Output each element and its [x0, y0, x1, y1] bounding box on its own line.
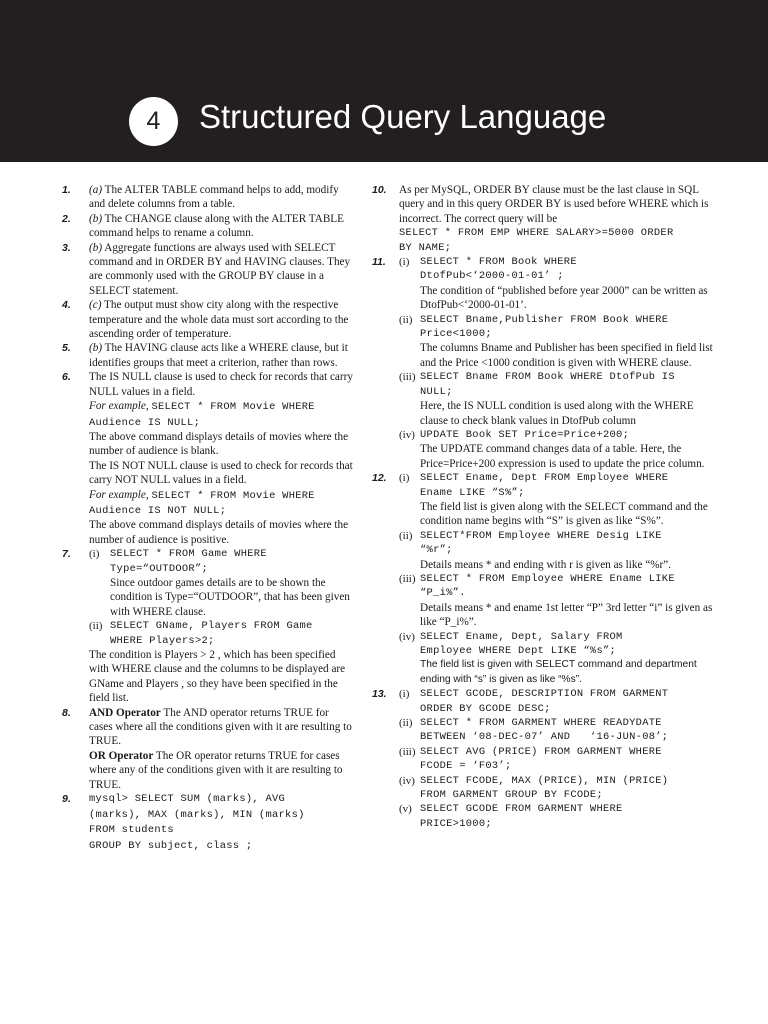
- code-snippet: SELECT * FROM Employee WHERE Ename LIKE “P_i%”.: [420, 572, 675, 600]
- code-snippet: SELECT GName, Players FROM Game WHERE Players>2;: [110, 620, 313, 647]
- code-snippet: SELECT*FROM Employee WHERE Desig LIKE “%r”;: [420, 529, 662, 557]
- code-snippet: SELECT AVG (PRICE) FROM GARMENT WHERE FCODE = ‘F03’;: [420, 745, 662, 773]
- answer-12: [372, 471, 718, 687]
- and-operator-paragraph: [89, 706, 354, 749]
- sub-label: (iv): [399, 428, 415, 441]
- sub-label: (iii): [399, 572, 416, 585]
- answer-number: 6.: [62, 371, 71, 384]
- answer-text: The AND operator returns TRUE for cases where all the conditions given with it are resulting to TRUE.: [89, 706, 352, 748]
- answer-text: As per MySQL, ORDER BY clause must be the last clause in SQL query and in this query ORDER BY is used before WHERE which is incorrect. The correct query will be: [399, 184, 709, 225]
- answer-text: The field list is given with SELECT command and department ending with “s” is given as like “%s”.: [420, 659, 697, 685]
- code-snippet: SELECT Bname FROM Book WHERE DtofPub IS NULL;: [420, 371, 675, 398]
- sub-label: (iv): [399, 774, 415, 787]
- sub-answer-iv: [399, 630, 718, 688]
- answer-text: Since outdoor games details are to be shown the condition is Type=“OUTDOOR”, that has been given with WHERE clause.: [110, 576, 350, 618]
- answer-text: The above command displays details of movies where the number of audience is blank.: [89, 430, 349, 458]
- option-letter: (c): [89, 299, 102, 312]
- answer-number: 2.: [62, 212, 71, 225]
- code-snippet: SELECT * FROM Movie WHERE Audience IS NULL;: [89, 401, 315, 429]
- answer-7: [62, 547, 354, 705]
- sub-answer-iv: [399, 428, 718, 471]
- sub-answer-ii: [399, 529, 718, 572]
- code-snippet: SELECT * FROM Book WHERE DtofPub<‘2000-01-01’ ;: [420, 256, 577, 283]
- answer-text: The above command displays details of movies where the number of audience is positive.: [89, 519, 349, 546]
- sub-label: (ii): [399, 529, 413, 542]
- or-operator-paragraph: [89, 749, 354, 792]
- code-snippet: SELECT GCODE FROM GARMENT WHERE PRICE>1000;: [420, 803, 623, 830]
- sub-answer-i: [89, 547, 354, 619]
- sub-answer-iii: [399, 572, 718, 630]
- answer-text: The columns Bname and Publisher has been specified in field list and the Price <1000 condition is given with WHERE clause.: [420, 342, 713, 369]
- answer-6: [62, 370, 354, 547]
- sub-answer-i: [399, 687, 718, 716]
- answer-text: The output must show city along with the respective temperature and the whole data must sort according to the ascending order of temperature.: [89, 299, 349, 341]
- answer-number: 12.: [372, 472, 387, 485]
- answer-text: The ALTER TABLE command helps to add, modify and delete columns from a table.: [89, 184, 339, 211]
- answer-text: Details means * and ending with r is given as like “%r”.: [420, 558, 672, 571]
- sub-label: (ii): [89, 620, 103, 633]
- answer-number: 5.: [62, 342, 71, 355]
- answer-number: 9.: [62, 793, 71, 806]
- sub-answer-iii: [399, 745, 718, 774]
- sub-answer-iii: [399, 370, 718, 428]
- chapter-title: Structured Query Language: [199, 98, 607, 135]
- sub-answer-ii: [399, 313, 718, 371]
- answer-10: [372, 183, 718, 255]
- code-snippet: SELECT Bname,Publisher FROM Book WHERE Price<1000;: [420, 313, 669, 341]
- right-column: [372, 183, 718, 831]
- sub-answer-i: [399, 255, 718, 313]
- term-label: OR Operator: [89, 749, 154, 762]
- answer-text: The condition of “published before year 2000” can be written as DtofPub<‘2000-01-01’.: [420, 284, 708, 312]
- chapter-number-badge: 4: [129, 97, 178, 146]
- answer-text: The CHANGE clause along with the ALTER TABLE command helps to rename a column.: [89, 212, 344, 240]
- sub-label: (ii): [399, 717, 413, 730]
- sub-answer-v: [399, 802, 718, 831]
- sub-label: (iii): [399, 371, 416, 384]
- chapter-header-banner: [0, 0, 768, 162]
- answer-number: 10.: [372, 184, 387, 196]
- example-label: For example,: [89, 488, 149, 501]
- answer-text: The OR operator returns TRUE for cases where any of the conditions given with it are resulting to TRUE.: [89, 749, 343, 791]
- answer-text: The IS NOT NULL clause is used to check for records that carry NOT NULL values in a field.: [89, 459, 353, 487]
- answer-number: 11.: [372, 256, 386, 269]
- answer-5: [62, 341, 354, 370]
- code-snippet: SELECT Ename, Dept, Salary FROM Employee WHERE Dept LIKE “%s”;: [420, 630, 623, 657]
- option-letter: (b): [89, 212, 103, 225]
- sub-label: (i): [399, 688, 410, 701]
- answer-text: The IS NULL clause is used to check for records that carry NULL values in a field.: [89, 371, 353, 398]
- answer-number: 8.: [62, 706, 71, 719]
- answer-9: [62, 792, 354, 854]
- code-snippet: SELECT GCODE, DESCRIPTION FROM GARMENT ORDER BY GCODE DESC;: [420, 688, 669, 715]
- option-letter: (a): [89, 184, 103, 196]
- answer-text: The field list is given along with the SELECT command and the condition name begins with “S” is given as like “S%”.: [420, 500, 708, 528]
- code-snippet: SELECT * FROM Movie WHERE Audience IS NOT NULL;: [89, 489, 315, 517]
- code-snippet: SELECT * FROM Game WHERE Type=“OUTDOOR”;: [110, 548, 267, 575]
- example-block: [89, 399, 354, 430]
- answer-3: [62, 241, 354, 299]
- option-letter: (b): [89, 241, 103, 254]
- answer-text: Here, the IS NULL condition is used along with the WHERE clause to check blank values in DtofPub column: [420, 400, 694, 427]
- sub-label: (iii): [399, 745, 416, 758]
- answer-number: 1.: [62, 184, 71, 196]
- answer-text: The condition is Players > 2 , which has been specified with WHERE clause and the columns to be displayed are GName and Players , so they have been specified in the field list.: [89, 649, 346, 705]
- term-label: AND Operator: [89, 706, 161, 719]
- code-snippet: SELECT Ename, Dept FROM Employee WHERE Ename LIKE “S%”;: [420, 472, 669, 499]
- answer-4: [62, 298, 354, 341]
- answer-number: 7.: [62, 548, 71, 561]
- answer-11: [372, 255, 718, 471]
- answer-13: [372, 687, 718, 831]
- code-snippet: SELECT * FROM EMP WHERE SALARY>=5000 ORDER BY NAME;: [399, 227, 674, 254]
- left-column: [62, 183, 354, 854]
- sub-answer-ii: [89, 619, 354, 648]
- option-letter: (b): [89, 342, 103, 355]
- answer-8: [62, 706, 354, 792]
- example-label: For example,: [89, 400, 149, 413]
- sub-answer-i: [399, 471, 718, 529]
- sub-label: (i): [399, 256, 410, 269]
- answer-text: The UPDATE command changes data of a table. Here, the Price=Price+200 expression is used to update the price column.: [420, 443, 705, 470]
- code-snippet: mysql> SELECT SUM (marks), AVG (marks), MAX (marks), MIN (marks) FROM students GROUP BY subject, class ;: [89, 793, 305, 852]
- code-snippet: SELECT * FROM GARMENT WHERE READYDATE BETWEEN ‘08-DEC-07’ AND ‘16-JUN-08’;: [420, 717, 669, 744]
- answer-1: [62, 183, 354, 212]
- example-block: [89, 488, 354, 519]
- code-snippet: UPDATE Book SET Price=Price+200;: [420, 428, 630, 441]
- sub-label: (ii): [399, 313, 413, 326]
- sub-label: (i): [399, 472, 410, 485]
- code-snippet: SELECT FCODE, MAX (PRICE), MIN (PRICE) FROM GARMENT GROUP BY FCODE;: [420, 774, 669, 802]
- answer-number: 4.: [62, 299, 71, 312]
- answer-number: 13.: [372, 688, 387, 701]
- answer-number: 3.: [62, 241, 71, 254]
- sub-label: (iv): [399, 630, 415, 643]
- answer-text: Details means * and ename 1st letter “P” 3rd letter “i” is given as like “P_i%”.: [420, 601, 713, 629]
- sub-answer-ii: [399, 716, 718, 745]
- answer-text: The HAVING clause acts like a WHERE clause, but it identifies groups that meet a criterion, rather than rows.: [89, 342, 348, 369]
- sub-answer-iv: [399, 774, 718, 803]
- sub-label: (v): [399, 803, 412, 816]
- sub-label: (i): [89, 548, 100, 561]
- answer-2: [62, 212, 354, 241]
- answer-text: Aggregate functions are always used with SELECT command and in ORDER BY and HAVING clauses. They are commonly used with the GROUP BY clause in a SELECT statement.: [89, 241, 351, 297]
